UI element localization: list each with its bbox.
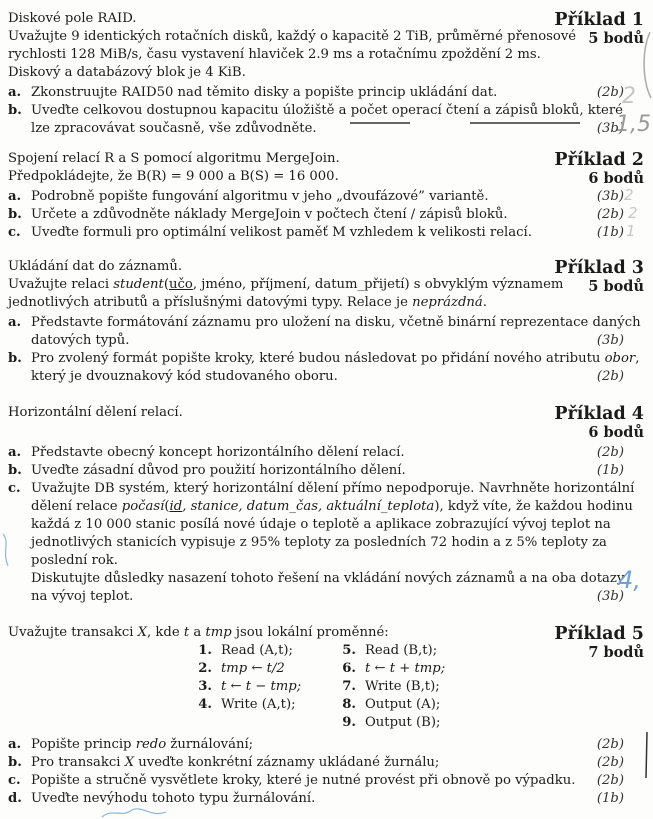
exercise-1-desc-line3: Diskový a databázový blok je 4 KiB. [8, 65, 246, 80]
pen-scribble-mark [100, 806, 170, 819]
exercise-1-points: 5 bodů [588, 30, 644, 47]
exercise-5-header [554, 624, 644, 662]
exercise-5-intro: Uvažujte transakci X, kde t a tmp jsou lokální proměnné: [8, 625, 389, 640]
exercise-3-points: 5 bodů [588, 278, 644, 295]
exercise-3-title: Příklad 3 [554, 258, 644, 278]
exercise-4-item-b [8, 462, 644, 480]
item-label: b. [8, 207, 22, 222]
exercise-2-item-c [8, 224, 644, 242]
item-score: (2b) [596, 755, 624, 770]
exercise-5-points: 7 bodů [588, 644, 644, 661]
item-label: b. [8, 103, 22, 118]
item-text: Představte obecný koncept horizontálního dělení relací. [31, 445, 405, 460]
exercise-4-title: Příklad 4 [554, 404, 644, 424]
exercise-4-item-c [8, 480, 644, 606]
exercise-5-item-a: a. Popište princip redo žurnálování; (2b) [8, 737, 624, 752]
item-label: a. [8, 737, 22, 752]
item-label: b. [8, 351, 22, 366]
item-text-line2: který je dvouznakový kód studovaného oboru. [31, 369, 338, 384]
exercise-1-item-b [8, 102, 644, 138]
pen-scribble-mark [641, 730, 653, 780]
item-text: Zkonstruujte RAID50 nad těmito disky a popište princip ukládání dat. [31, 85, 498, 100]
item-label: a. [8, 189, 22, 204]
transaction-step: 4. Write (A,t); [198, 697, 296, 712]
item-label: c. [8, 773, 21, 788]
handwritten-score: 2 [628, 204, 638, 222]
item-label: a. [8, 315, 22, 330]
exercise-1-header [554, 10, 644, 48]
handwritten-score: 2 [624, 186, 634, 204]
item-score: (2b) [596, 85, 624, 100]
item-text-line2: dělení relace počasí(id, stanice, datum_čas, aktuální_teplota), když víte, že každou hodinu [31, 499, 633, 514]
item-text: Podrobně popište fungování algoritmu v jeho „dvoufázové” variantě. [31, 189, 489, 204]
item-text: Uveďte zásadní důvod pro použití horizontálního dělení. [31, 463, 406, 478]
exercise-5-title: Příklad 5 [554, 624, 644, 644]
item-text-line2: lze zpracovávat současně, vše zdůvodněte. [31, 121, 317, 136]
transaction-steps-right [334, 642, 445, 732]
handwritten-score: 4, [618, 566, 641, 594]
exercise-3-item-a [8, 314, 644, 350]
exercise-4-header [554, 404, 644, 442]
exercise-2-intro: Spojení relací R a S pomocí algoritmu MergeJoin. [8, 151, 340, 166]
item-score: (3b) [596, 589, 624, 604]
item-label: a. [8, 85, 22, 100]
item-text: Uveďte nevýhodu tohoto typu žurnálování. [31, 791, 316, 806]
item-text-line1: Představte formátování záznamu pro uložení na disku, včetně binární reprezentace daných [31, 315, 641, 330]
exercise-4-intro: Horizontální dělení relací. [8, 405, 183, 420]
exercise-3-item-b [8, 350, 644, 386]
item-score: (3b) [596, 333, 624, 348]
exercise-1-title: Příklad 1 [554, 10, 644, 30]
transaction-step: 7. Write (B,t); [342, 679, 440, 694]
item-text-line1: Uveďte celkovou dostupnou kapacitu úložiště a počet operací čtení a zápisů bloků, které [31, 103, 623, 118]
item-label: b. [8, 463, 22, 478]
pen-scribble-mark [0, 530, 14, 570]
exercise-1 [8, 10, 644, 140]
exercise-5-item-b: b. Pro transakci X uveďte konkrétní záznamy ukládané žurnálu; (2b) [8, 755, 624, 770]
exercise-3-desc-line1: Uvažujte relaci student(učo, jméno, příjmení, datum_přijetí) s obvyklým významem [8, 277, 564, 292]
item-score: (2b) [596, 207, 624, 222]
item-score: (2b) [596, 369, 624, 384]
exercise-4 [8, 404, 644, 614]
handwritten-score: 1 [626, 222, 636, 240]
transaction-step: 3. t ← t − tmp; [198, 679, 302, 694]
item-label: b. [8, 755, 22, 770]
transaction-step: 2. tmp ← t/2 [198, 661, 285, 676]
handwritten-score: 1,5 [616, 112, 651, 137]
transaction-step: 8. Output (A); [342, 697, 441, 712]
transaction-step: 5. Read (B,t); [342, 643, 438, 658]
exercise-2-title: Příklad 2 [554, 150, 644, 170]
item-text: Uveďte formuli pro optimální velikost paměť M vzhledem k velikosti relací. [31, 225, 532, 240]
exercise-5 [8, 624, 644, 814]
exercise-5-items [8, 736, 644, 808]
exercise-3-desc-line2: jednotlivých atributů a příslušnými datovými typy. Relace je neprázdná. [8, 295, 487, 310]
item-text-line1: Uvažujte DB systém, který horizontální dělení přímo nepodporuje. Navrhněte horizontální [31, 481, 635, 496]
pen-scribble-mark [640, 30, 653, 100]
pencil-underline-mark [470, 122, 580, 124]
item-score: (1b) [596, 463, 624, 478]
exercise-2-desc: Předpokládejte, že B(R) = 9 000 a B(S) = 16 000. [8, 169, 339, 184]
exercise-2-points: 6 bodů [588, 170, 644, 187]
item-text-line6: Diskutujte důsledky nasazení tohoto řešení na vkládání nových záznamů a na oba dotazy [31, 571, 625, 586]
exercise-2-header [554, 150, 644, 188]
item-label: d. [8, 791, 22, 806]
exercise-3-intro: Ukládání dat do záznamů. [8, 259, 183, 274]
pencil-underline-mark [350, 122, 410, 124]
item-text-line2: datových typů. [31, 333, 130, 348]
item-score: (3b) [596, 121, 624, 136]
item-label: a. [8, 445, 22, 460]
item-text-line1: Pro zvolený formát popište kroky, které budou následovat po přidání nového atributu obor, [31, 351, 640, 366]
handwritten-score: 2 [622, 84, 636, 109]
item-label: c. [8, 481, 21, 496]
item-score: (1b) [596, 791, 624, 806]
item-text: Určete a zdůvodněte náklady MergeJoin v počtech čtení / zápisů bloků. [31, 207, 508, 222]
item-text-line5: poslední rok. [31, 553, 118, 568]
item-score: (2b) [596, 773, 624, 788]
item-text: Popište a stručně vysvětlete kroky, které je nutné provést při obnově po výpadku. [31, 773, 576, 788]
exercise-1-item-a [8, 84, 644, 102]
item-score: (2b) [596, 445, 624, 460]
transaction-steps-left [190, 642, 301, 714]
transaction-step: 6. t ← t + tmp; [342, 661, 446, 676]
item-text-line3: každá z 10 000 stanic posílá nové údaje o teplotě a aplikace zobrazující vývoj teplot na [31, 517, 611, 532]
item-score: (1b) [596, 225, 624, 240]
exercise-4-points: 6 bodů [588, 424, 644, 441]
exercise-1-desc-line2: rychlosti 128 MiB/s, času vystavení hlaviček 2.9 ms a rotačnímu zpoždění 2 ms. [8, 47, 541, 62]
item-score: (3b) [596, 189, 624, 204]
transaction-step: 1. Read (A,t); [198, 643, 293, 658]
exercise-5-item-c [8, 772, 644, 790]
item-score: (2b) [596, 737, 624, 752]
exercise-3-header [554, 258, 644, 296]
exercise-2 [8, 150, 644, 245]
item-text-line4: jednotlivých stanicích vypisuje z 95% teploty za posledních 72 hodin a z 5% teploty za [31, 535, 607, 550]
item-label: c. [8, 225, 21, 240]
exercise-4-item-a [8, 444, 644, 462]
exercise-1-desc-line1: Uvažujte 9 identických rotačních disků, každý o kapacitě 2 TiB, průměrné přenosové [8, 29, 577, 44]
transaction-step: 9. Output (B); [342, 715, 441, 730]
exercise-2-item-a [8, 188, 644, 206]
exercise-2-item-b [8, 206, 644, 224]
item-text-line7: na vývoj teplot. [31, 589, 134, 604]
exercise-1-intro: Diskové pole RAID. [8, 11, 137, 26]
exercise-3 [8, 258, 644, 386]
